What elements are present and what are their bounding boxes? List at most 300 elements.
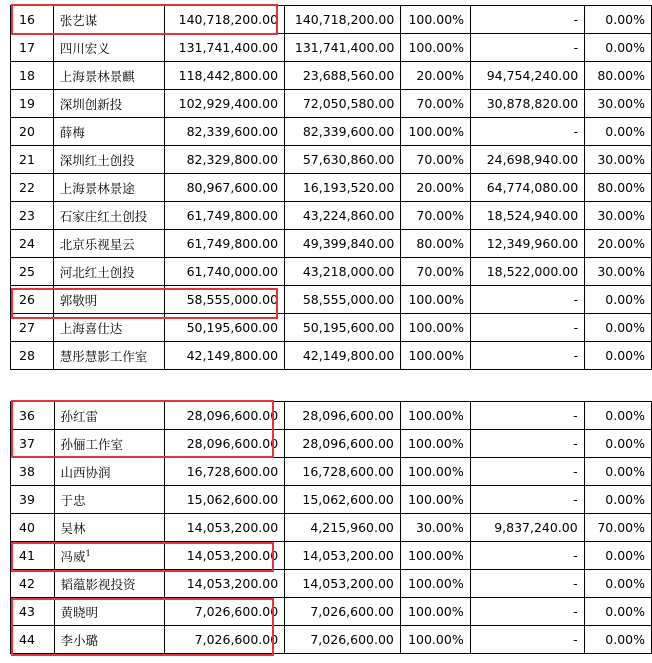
ratio-part-a-text: 100.00% (408, 604, 464, 619)
cell-amount-part-b (471, 146, 585, 174)
ratio-part-a-text: 100.00% (408, 436, 464, 451)
cell-amount-part-a (285, 174, 401, 202)
total-amount-text: 16,728,600.00 (186, 464, 279, 479)
amount-part-b-text: 24,698,940.00 (486, 152, 579, 167)
cell-amount-part-b (470, 542, 584, 570)
ratio-part-b-text: 0.00% (605, 40, 645, 55)
cell-ratio-part-b (585, 34, 652, 62)
shareholder-name-text: 河北红土创投 (59, 264, 135, 280)
ratio-part-a-text: 70.00% (416, 96, 465, 111)
cell-amount-part-a (285, 314, 401, 342)
cell-ratio-part-b (584, 458, 651, 486)
cell-shareholder-name (54, 458, 164, 486)
row-index-text: 22 (19, 180, 35, 195)
cell-amount-part-a (285, 62, 401, 90)
total-amount-text: 50,195,600.00 (186, 320, 279, 335)
cell-ratio-part-a (401, 146, 471, 174)
cell-row-index (11, 146, 54, 174)
cell-total-amount (164, 146, 284, 174)
cell-amount-part-a (285, 514, 401, 542)
cell-row-index (11, 342, 54, 370)
cell-amount-part-a (285, 286, 401, 314)
cell-ratio-part-b (585, 90, 652, 118)
cell-amount-part-a (285, 626, 401, 654)
cell-row-index (11, 598, 55, 626)
cell-total-amount (164, 6, 284, 34)
ratio-part-b-text: 0.00% (605, 436, 645, 451)
cell-shareholder-name (53, 6, 164, 34)
cell-amount-part-b (471, 202, 585, 230)
shareholder-name-text: 慧彤慧影工作室 (59, 348, 148, 364)
cell-ratio-part-a (401, 258, 471, 286)
cell-amount-part-a (285, 146, 401, 174)
table-row (11, 626, 652, 654)
ratio-part-a-text: 100.00% (408, 292, 465, 307)
cell-ratio-part-b (585, 174, 652, 202)
cell-row-index (11, 402, 55, 430)
cell-amount-part-b (470, 570, 584, 598)
cell-total-amount (164, 542, 284, 570)
cell-amount-part-a (285, 258, 401, 286)
total-amount-text: 61,740,000.00 (186, 264, 279, 279)
amount-part-a-text: 14,053,200.00 (302, 548, 394, 563)
cell-row-index (11, 90, 54, 118)
cell-row-index (11, 286, 54, 314)
table-row (11, 202, 652, 230)
cell-shareholder-name (53, 314, 164, 342)
row-index-text: 26 (19, 292, 35, 307)
total-amount-text: 131,741,400.00 (178, 40, 279, 55)
row-index-text: 21 (19, 152, 35, 167)
cell-shareholder-name (53, 258, 164, 286)
amount-part-b-text: 9,837,240.00 (494, 520, 578, 535)
cell-amount-part-a (285, 430, 401, 458)
cell-amount-part-b (470, 486, 584, 514)
cell-shareholder-name (54, 598, 164, 626)
cell-ratio-part-b (585, 342, 652, 370)
shareholder-name-text: 李小璐 (60, 632, 99, 648)
shareholder-name-text: 上海景林景途 (59, 180, 135, 196)
amount-part-a-text: 28,096,600.00 (302, 408, 394, 423)
cell-total-amount (164, 90, 284, 118)
ratio-part-a-text: 100.00% (408, 124, 465, 139)
amount-part-b-text: - (573, 436, 578, 451)
cell-shareholder-name (53, 146, 164, 174)
amount-part-b-text: 94,754,240.00 (486, 68, 579, 83)
amount-part-b-text: - (573, 492, 578, 507)
amount-part-b-text: - (573, 408, 578, 423)
cell-row-index (11, 62, 54, 90)
ratio-part-a-text: 100.00% (408, 40, 465, 55)
cell-amount-part-b (471, 118, 585, 146)
cell-shareholder-name (54, 626, 164, 654)
amount-part-b-text: - (573, 632, 578, 647)
row-index-text: 36 (19, 408, 35, 423)
amount-part-a-text: 28,096,600.00 (302, 436, 394, 451)
ratio-part-b-text: 30.00% (597, 264, 645, 279)
ratio-part-b-text: 0.00% (605, 548, 645, 563)
row-index-text: 40 (19, 520, 35, 535)
shareholder-name-text: 吴林 (60, 520, 86, 536)
cell-row-index (11, 430, 55, 458)
ratio-part-b-text: 0.00% (605, 408, 645, 423)
ratio-part-b-text: 0.00% (605, 124, 645, 139)
shareholder-name-text: 薛梅 (59, 124, 85, 140)
ratio-part-b-text: 0.00% (605, 12, 645, 27)
total-amount-text: 102,929,400.00 (178, 96, 279, 111)
total-amount-text: 118,442,800.00 (178, 68, 279, 83)
ratio-part-b-text: 30.00% (597, 96, 645, 111)
ratio-part-b-text: 0.00% (605, 632, 645, 647)
cell-row-index (11, 570, 55, 598)
amount-part-b-text: 18,522,000.00 (486, 264, 579, 279)
ratio-part-b-text: 70.00% (597, 520, 645, 535)
cell-ratio-part-a (400, 430, 470, 458)
cell-amount-part-b (470, 458, 584, 486)
cell-row-index (11, 258, 54, 286)
cell-ratio-part-a (400, 486, 470, 514)
ratio-part-b-text: 80.00% (597, 68, 645, 83)
row-index-text: 27 (19, 320, 35, 335)
cell-amount-part-a (285, 90, 401, 118)
amount-part-a-text: 4,215,960.00 (310, 520, 394, 535)
cell-amount-part-a (285, 598, 401, 626)
total-amount-text: 58,555,000.00 (186, 292, 279, 307)
amount-part-a-text: 16,193,520.00 (302, 180, 395, 195)
row-index-text: 42 (19, 576, 35, 591)
amount-part-b-text: - (573, 12, 579, 27)
total-amount-text: 7,026,600.00 (194, 604, 279, 619)
cell-amount-part-b (470, 598, 584, 626)
table-row (11, 514, 652, 542)
total-amount-text: 14,053,200.00 (186, 520, 279, 535)
amount-part-b-text: - (573, 348, 579, 363)
ratio-part-b-text: 0.00% (605, 492, 645, 507)
row-index-text: 25 (19, 264, 35, 279)
table-row (11, 174, 652, 202)
table-row (11, 314, 652, 342)
row-index-text: 23 (19, 208, 35, 223)
cell-shareholder-name (53, 174, 164, 202)
cell-ratio-part-a (401, 118, 471, 146)
total-amount-text: 61,749,800.00 (186, 236, 279, 251)
cell-ratio-part-b (585, 286, 652, 314)
table-row (11, 402, 652, 430)
total-amount-text: 28,096,600.00 (186, 408, 279, 423)
row-index-text: 28 (19, 348, 35, 363)
amount-part-b-text: 30,878,820.00 (486, 96, 579, 111)
amount-part-a-text: 43,218,000.00 (302, 264, 395, 279)
ratio-part-a-text: 70.00% (416, 152, 465, 167)
cell-ratio-part-a (400, 598, 470, 626)
ratio-part-b-text: 80.00% (597, 180, 645, 195)
cell-ratio-part-a (401, 342, 471, 370)
cell-row-index (11, 514, 55, 542)
shareholder-name-text: 于忠 (60, 492, 86, 508)
table-row (11, 286, 652, 314)
cell-shareholder-name (53, 62, 164, 90)
cell-shareholder-name (53, 90, 164, 118)
cell-row-index (11, 174, 54, 202)
cell-ratio-part-b (584, 598, 651, 626)
ratio-part-b-text: 30.00% (597, 152, 645, 167)
ratio-part-a-text: 100.00% (408, 632, 464, 647)
cell-row-index (11, 118, 54, 146)
shareholder-name-text: 山西协润 (60, 464, 111, 480)
cell-shareholder-name (53, 342, 164, 370)
ratio-part-a-text: 20.00% (416, 68, 465, 83)
cell-ratio-part-b (585, 202, 652, 230)
cell-total-amount (164, 230, 284, 258)
row-index-text: 37 (19, 436, 35, 451)
cell-shareholder-name (54, 542, 164, 570)
cell-ratio-part-a (401, 90, 471, 118)
cell-amount-part-a (285, 542, 401, 570)
amount-part-b-text: - (573, 604, 578, 619)
cell-row-index (11, 202, 54, 230)
cell-ratio-part-a (401, 6, 471, 34)
amount-part-a-text: 58,555,000.00 (302, 292, 395, 307)
cell-amount-part-a (285, 34, 401, 62)
ratio-part-a-text: 100.00% (408, 548, 464, 563)
cell-amount-part-a (285, 402, 401, 430)
amount-part-b-text: 12,349,960.00 (486, 236, 579, 251)
cell-amount-part-a (285, 230, 401, 258)
ratio-part-a-text: 30.00% (416, 520, 464, 535)
cell-total-amount (164, 570, 284, 598)
cell-ratio-part-b (584, 542, 651, 570)
cell-total-amount (164, 458, 284, 486)
ratio-part-a-text: 70.00% (416, 264, 465, 279)
cell-amount-part-a (285, 458, 401, 486)
ratio-part-a-text: 20.00% (416, 180, 465, 195)
amount-part-a-text: 23,688,560.00 (302, 68, 395, 83)
amount-part-a-text: 42,149,800.00 (302, 348, 395, 363)
cell-ratio-part-b (584, 626, 651, 654)
row-index-text: 19 (19, 96, 35, 111)
amount-part-a-text: 14,053,200.00 (302, 576, 394, 591)
shareholder-name-text: 上海景林景麒 (59, 68, 135, 84)
total-amount-text: 7,026,600.00 (194, 632, 279, 647)
cell-amount-part-b (471, 62, 585, 90)
shareholder-name-text: 上海喜仕达 (59, 320, 123, 336)
ratio-part-a-text: 100.00% (408, 492, 464, 507)
cell-amount-part-a (285, 342, 401, 370)
cell-ratio-part-b (584, 514, 651, 542)
table-row (11, 34, 652, 62)
amount-part-b-text: - (573, 292, 579, 307)
cell-shareholder-name (53, 34, 164, 62)
cell-ratio-part-a (400, 458, 470, 486)
cell-shareholder-name (53, 286, 164, 314)
table-row (11, 570, 652, 598)
cell-ratio-part-a (401, 202, 471, 230)
row-index-text: 38 (19, 464, 35, 479)
amount-part-b-text: 18,524,940.00 (486, 208, 579, 223)
cell-ratio-part-a (400, 626, 470, 654)
row-index-text: 17 (19, 40, 35, 55)
amount-part-a-text: 82,339,600.00 (302, 124, 395, 139)
amount-part-b-text: - (573, 464, 578, 479)
cell-ratio-part-b (584, 402, 651, 430)
table-row (11, 342, 652, 370)
cell-ratio-part-a (401, 230, 471, 258)
cell-ratio-part-a (400, 570, 470, 598)
cell-ratio-part-b (585, 258, 652, 286)
cell-total-amount (164, 598, 284, 626)
amount-part-b-text: - (573, 548, 578, 563)
cell-shareholder-name (54, 402, 164, 430)
total-amount-text: 61,749,800.00 (186, 208, 279, 223)
table-row (11, 118, 652, 146)
table-row (11, 6, 652, 34)
cell-amount-part-b (471, 174, 585, 202)
total-amount-text: 42,149,800.00 (186, 348, 279, 363)
total-amount-text: 80,967,600.00 (186, 180, 279, 195)
shareholder-name-text: 深圳创新投 (59, 96, 123, 112)
table-row (11, 542, 652, 570)
cell-amount-part-b (470, 626, 584, 654)
cell-ratio-part-b (585, 230, 652, 258)
amount-part-a-text: 49,399,840.00 (302, 236, 395, 251)
cell-amount-part-b (470, 430, 584, 458)
cell-amount-part-b (470, 402, 584, 430)
cell-row-index (11, 626, 55, 654)
total-amount-text: 15,062,600.00 (186, 492, 279, 507)
row-index-text: 39 (19, 492, 35, 507)
cell-amount-part-b (471, 34, 585, 62)
cell-ratio-part-a (401, 62, 471, 90)
amount-part-b-text: - (573, 320, 579, 335)
ratio-part-a-text: 100.00% (408, 348, 465, 363)
shareholder-name-text: 深圳红土创投 (59, 152, 135, 168)
amount-part-a-text: 15,062,600.00 (302, 492, 394, 507)
cell-amount-part-b (471, 90, 585, 118)
footnote-marker: 1 (85, 548, 91, 558)
shareholder-name-text: 张艺谋 (59, 12, 98, 28)
cell-amount-part-b (471, 314, 585, 342)
table-row (11, 430, 652, 458)
row-index-text: 20 (19, 124, 35, 139)
amount-part-a-text: 16,728,600.00 (302, 464, 394, 479)
cell-ratio-part-a (401, 314, 471, 342)
cell-total-amount (164, 34, 284, 62)
cell-total-amount (164, 258, 284, 286)
total-amount-text: 140,718,200.00 (178, 12, 279, 27)
cell-total-amount (164, 314, 284, 342)
shareholder-name-text: 北京乐视星云 (59, 236, 135, 252)
total-amount-text: 14,053,200.00 (186, 548, 279, 563)
cell-amount-part-a (285, 202, 401, 230)
cell-total-amount (164, 430, 284, 458)
table-row (11, 258, 652, 286)
ratio-part-b-text: 0.00% (605, 292, 645, 307)
ratio-part-b-text: 0.00% (605, 320, 645, 335)
cell-row-index (11, 6, 54, 34)
cell-total-amount (164, 286, 284, 314)
cell-ratio-part-b (584, 430, 651, 458)
table-row (11, 146, 652, 174)
cell-ratio-part-b (584, 486, 651, 514)
ratio-part-b-text: 0.00% (605, 576, 645, 591)
table-row (11, 230, 652, 258)
cell-amount-part-b (471, 6, 585, 34)
ratio-part-a-text: 70.00% (416, 208, 465, 223)
cell-amount-part-b (471, 258, 585, 286)
cell-ratio-part-a (401, 174, 471, 202)
ratio-part-b-text: 30.00% (597, 208, 645, 223)
cell-row-index (11, 34, 54, 62)
cell-ratio-part-b (585, 62, 652, 90)
amount-part-a-text: 7,026,600.00 (310, 604, 394, 619)
cell-shareholder-name (53, 202, 164, 230)
cell-shareholder-name (54, 570, 164, 598)
total-amount-text: 82,339,600.00 (186, 124, 279, 139)
total-amount-text: 28,096,600.00 (186, 436, 279, 451)
cell-amount-part-a (285, 118, 401, 146)
cell-amount-part-b (471, 230, 585, 258)
cell-total-amount (164, 342, 284, 370)
ratio-part-a-text: 100.00% (408, 464, 464, 479)
cell-total-amount (164, 62, 284, 90)
cell-ratio-part-b (585, 118, 652, 146)
amount-part-a-text: 57,630,860.00 (302, 152, 395, 167)
amount-part-a-text: 43,224,860.00 (302, 208, 395, 223)
ratio-part-a-text: 100.00% (408, 408, 464, 423)
cell-total-amount (164, 486, 284, 514)
cell-total-amount (164, 174, 284, 202)
cell-amount-part-b (471, 342, 585, 370)
row-index-text: 44 (19, 632, 35, 647)
shareholder-name-text: 孙红雷 (60, 408, 99, 424)
ratio-part-b-text: 0.00% (605, 464, 645, 479)
cell-row-index (11, 458, 55, 486)
ratio-part-b-text: 20.00% (597, 236, 645, 251)
shareholder-name-text: 郭敬明 (59, 292, 98, 308)
shareholder-name-text: 冯威 (60, 548, 86, 564)
shareholder-name-text: 四川宏义 (59, 40, 110, 56)
ratio-part-a-text: 100.00% (408, 576, 464, 591)
shareholder-name-text: 石家庄红土创投 (59, 208, 148, 224)
table-row (11, 458, 652, 486)
cell-shareholder-name (53, 118, 164, 146)
cell-ratio-part-a (401, 286, 471, 314)
cell-total-amount (164, 202, 284, 230)
cell-ratio-part-a (401, 34, 471, 62)
amount-part-a-text: 7,026,600.00 (310, 632, 394, 647)
amount-part-a-text: 50,195,600.00 (302, 320, 395, 335)
row-index-text: 43 (19, 604, 35, 619)
cell-amount-part-a (285, 6, 401, 34)
amount-part-b-text: 64,774,080.00 (486, 180, 579, 195)
total-amount-text: 14,053,200.00 (186, 576, 279, 591)
amount-part-b-text: - (573, 124, 579, 139)
cell-ratio-part-a (400, 514, 470, 542)
cell-ratio-part-b (585, 146, 652, 174)
amount-part-a-text: 72,050,580.00 (302, 96, 395, 111)
cell-total-amount (164, 514, 284, 542)
shareholder-table-bottom (10, 401, 652, 654)
ratio-part-a-text: 80.00% (416, 236, 465, 251)
table-row (11, 90, 652, 118)
amount-part-b-text: - (573, 40, 579, 55)
cell-shareholder-name (54, 514, 164, 542)
cell-ratio-part-b (584, 570, 651, 598)
table-row (11, 486, 652, 514)
cell-amount-part-b (470, 514, 584, 542)
cell-row-index (11, 486, 55, 514)
cell-shareholder-name (54, 486, 164, 514)
